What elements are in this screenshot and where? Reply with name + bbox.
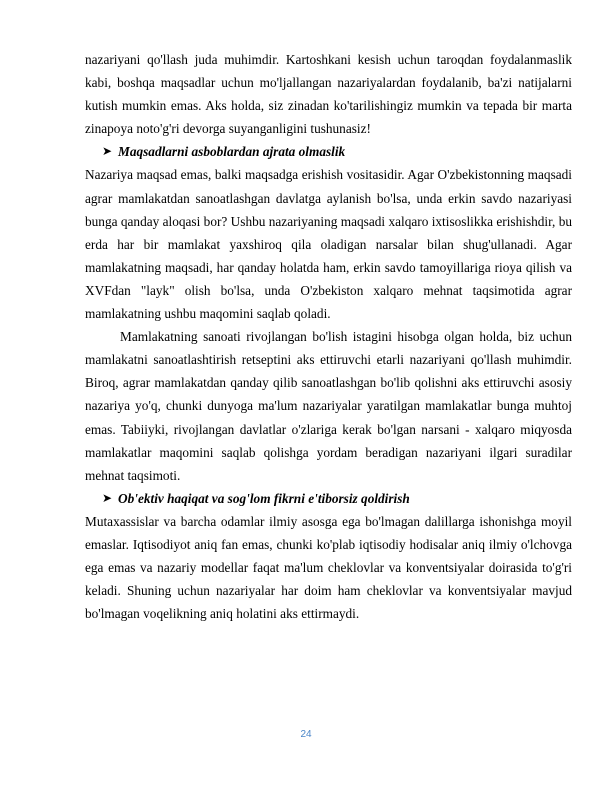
paragraph-continuation: nazariyani qo'llash juda muhimdir. Kartoshkani kesish uchun taroqdan foydalanmaslik kabi, boshqa maqsadlar uchun mo'ljallangan nazariyalardan foydalanib, ba'zi natijalarni kutish mumkin emas. Aks holda, siz zinadan ko'tarilishingiz mumkin va tepada bir marta zinapoya noto'g'ri devorga suyanganligini tushunasiz! — [85, 52, 572, 137]
paragraph-theory-purpose: Nazariya maqsad emas, balki maqsadga erishish vositasidir. Agar O'zbekistonning maqsadi agrar mamlakatdan sanoatlashgan davlatga aylanish bo'lsa, unda erkin savdo nazariyasi bunga qanday aloqasi bor? Ushbu nazariyaning maqsadi xalqaro ixtisoslikka erishishdir, bu erda har bir mamlakat yaxshiroq qila oladigan narsalar bilan shug'ullanadi. Agar mamlakatning maqsadi, har qanday holatda ham, erkin savdo tamoyillariga rioya qilish va XVFdan "layk" olish bo'lsa, unda O'zbekiston xalqaro mehnat taqsimotida agrar mamlakatning ushbu maqomini saqlab qoladi. — [85, 167, 572, 322]
arrow-bullet-icon: ➤ — [102, 490, 113, 505]
paragraph-industrialization: Mamlakatning sanoati rivojlangan bo'lish istagini hisobga olgan holda, biz uchun mamlakatni sanoatlashtirish retseptini aks ettiruvchi etarli nazariyani qo'llash muhimdir. Biroq, agrar mamlakatdan qanday qilib sanoatlashgan bo'lib qolishni aks ettiruvchi asosiy nazariya yo'q, chunki dunyoga ma'lum nazariyalar yaratilgan mamlakatlar bunga muhtoj emas. Tabiiyki, rivojlangan davlatlar o'zlariga kerak bo'lgan narsani - xalqaro miqyosda mamlakatlar maqomini saqlab qolishga yordam beradigan nazariyani ilgari suradilar mehnat taqsimoti. — [85, 329, 572, 483]
section-heading-goals-tools — [85, 140, 572, 163]
arrow-bullet-icon: ➤ — [102, 144, 113, 159]
page-body — [85, 48, 572, 625]
section-heading-objective-truth — [85, 487, 572, 510]
section-heading-text: Maqsadlarni asboblardan ajrata olmaslik — [118, 144, 346, 160]
section-heading-text: Ob'ektiv haqiqat va sog'lom fikrni e'tiborsiz qoldirish — [118, 490, 410, 506]
page-number: 24 — [300, 729, 312, 740]
paragraph-experts: Mutaxassislar va barcha odamlar ilmiy asosga ega bo'lmagan dalillarga ishonishga moyil emaslar. Iqtisodiyot aniq fan emas, chunki ko'plab iqtisodiy hodisalar aniq ilmiy o'lchovga ega emas va nazariy modellar faqat ma'lum cheklovlar va konventsiyalar doirasida to'g'ri keladi. Shuning uchun nazariyalar har doim ham cheklovlar va konventsiyalar mavjud bo'lmagan voqelikning aniq holatini aks ettirmaydi. — [85, 513, 572, 622]
